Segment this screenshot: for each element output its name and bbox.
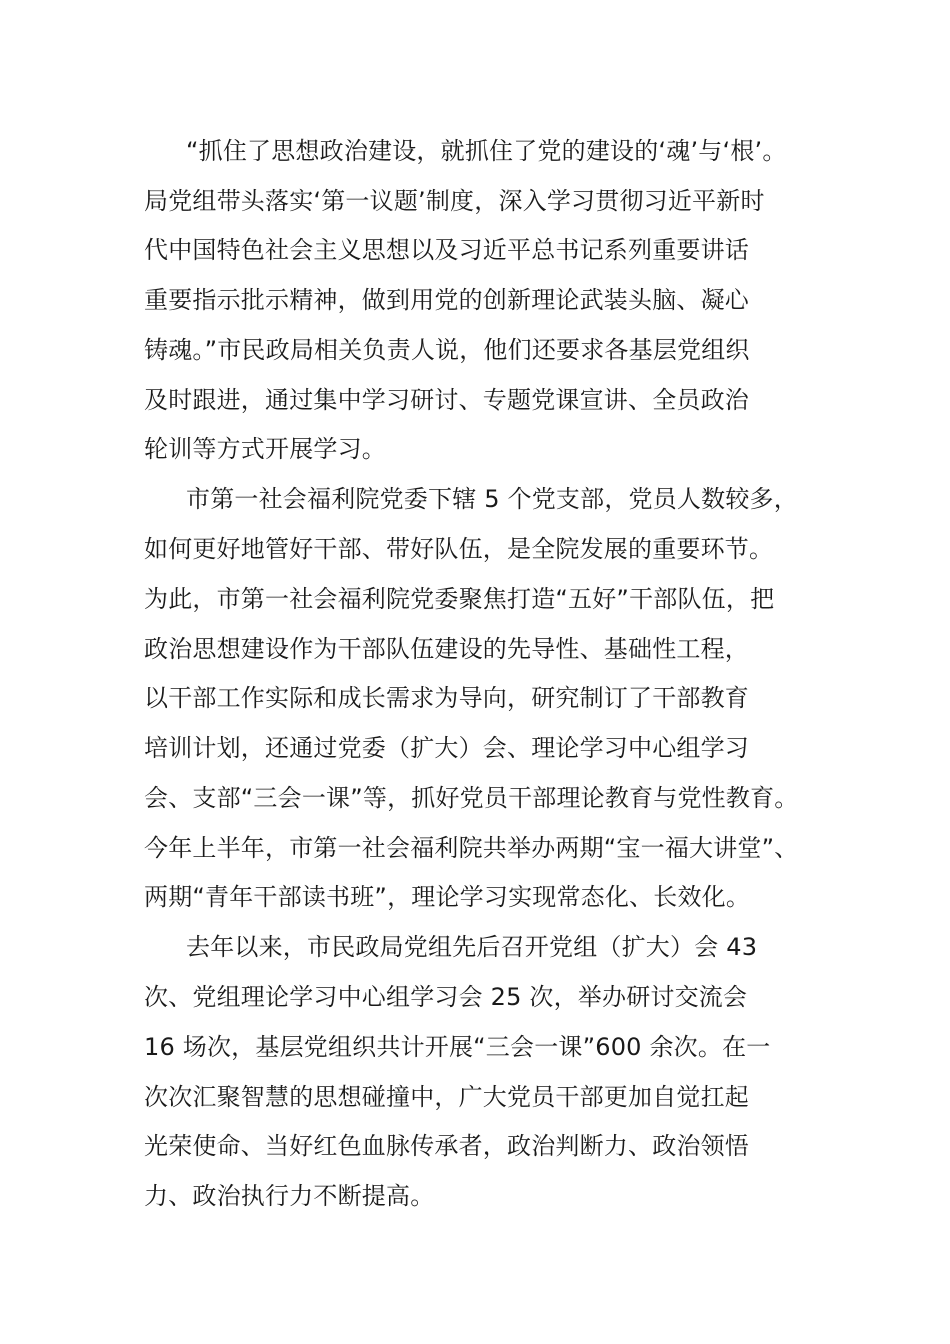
text-line: 去年以来，市民政局党组先后召开党组（扩大）会 43 (186, 933, 758, 961)
text-line: 次次汇聚智慧的思想碰撞中，广大党员干部更加自觉扛起 (144, 1083, 749, 1111)
text-line: 会、支部“三会一课”等，抓好党员干部理论教育与党性教育。 (144, 784, 799, 812)
text-line: 以干部工作实际和成长需求为导向，研究制订了干部教育 (144, 684, 749, 712)
text-line: 及时跟进，通过集中学习研讨、专题党课宣讲、全员政治 (144, 386, 749, 414)
text-line: 培训计划，还通过党委（扩大）会、理论学习中心组学习 (144, 734, 749, 762)
text-line: 铸魂。”市民政局相关负责人说，他们还要求各基层党组织 (144, 336, 750, 364)
text-line: 如何更好地管好干部、带好队伍，是全院发展的重要环节。 (144, 535, 774, 563)
text-line: 局党组带头落实‘第一议题’制度，深入学习贯彻习近平新时 (144, 187, 765, 215)
text-line: 力、政治执行力不断提高。 (144, 1182, 435, 1210)
text-line: 重要指示批示精神，做到用党的创新理论武装头脑、凝心 (144, 286, 749, 314)
text-line: 光荣使命、当好红色血脉传承者，政治判断力、政治领悟 (144, 1132, 749, 1160)
text-line: 为此，市第一社会福利院党委聚焦打造“五好”干部队伍，把 (144, 585, 775, 613)
text-line: “抓住了思想政治建设，就抓住了党的建设的‘魂’与‘根’。 (186, 137, 787, 165)
text-line: 轮训等方式开展学习。 (144, 435, 386, 463)
text-line: 政治思想建设作为干部队伍建设的先导性、基础性工程， (144, 635, 749, 663)
text-line: 市第一社会福利院党委下辖 5 个党支部，党员人数较多， (186, 485, 798, 513)
text-line: 今年上半年，市第一社会福利院共举办两期“宝一福大讲堂”、 (144, 834, 799, 862)
text-line: 次、党组理论学习中心组学习会 25 次，举办研讨交流会 (144, 983, 748, 1011)
text-line: 16 场次，基层党组织共计开展“三会一课”600 余次。在一 (144, 1033, 771, 1061)
text-line: 代中国特色社会主义思想以及习近平总书记系列重要讲话 (144, 236, 749, 264)
text-line: 两期“青年干部读书班”，理论学习实现常态化、长效化。 (144, 883, 751, 911)
